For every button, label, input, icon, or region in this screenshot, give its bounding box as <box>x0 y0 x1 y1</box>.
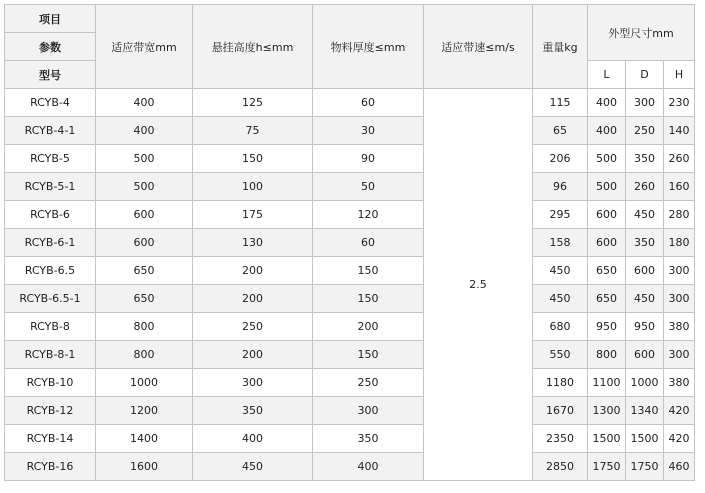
cell-dim-d: 1340 <box>626 397 664 425</box>
cell-model: RCYB-14 <box>5 425 96 453</box>
header-dim-d: D <box>626 61 664 89</box>
cell-thickness: 250 <box>313 369 424 397</box>
cell-model: RCYB-4 <box>5 89 96 117</box>
cell-thickness: 300 <box>313 397 424 425</box>
cell-hang-height: 300 <box>193 369 313 397</box>
cell-model: RCYB-6.5 <box>5 257 96 285</box>
cell-belt-width: 1400 <box>96 425 193 453</box>
cell-weight: 115 <box>533 89 588 117</box>
cell-thickness: 400 <box>313 453 424 481</box>
cell-weight: 2350 <box>533 425 588 453</box>
cell-dim-h: 300 <box>664 341 695 369</box>
table-row <box>5 89 695 117</box>
cell-belt-speed: 2.5 <box>424 89 533 481</box>
cell-belt-width: 600 <box>96 229 193 257</box>
cell-dim-h: 160 <box>664 173 695 201</box>
header-hang-height: 悬挂高度h≤mm <box>193 5 313 89</box>
table-row <box>5 453 695 481</box>
cell-hang-height: 350 <box>193 397 313 425</box>
cell-hang-height: 150 <box>193 145 313 173</box>
cell-model: RCYB-10 <box>5 369 96 397</box>
cell-dim-h: 300 <box>664 257 695 285</box>
cell-weight: 450 <box>533 285 588 313</box>
table-row <box>5 369 695 397</box>
table-row <box>5 257 695 285</box>
cell-weight: 2850 <box>533 453 588 481</box>
cell-dim-d: 260 <box>626 173 664 201</box>
cell-belt-width: 400 <box>96 89 193 117</box>
cell-belt-width: 800 <box>96 313 193 341</box>
cell-dim-l: 600 <box>588 229 626 257</box>
table-row <box>5 117 695 145</box>
table-row <box>5 425 695 453</box>
cell-dim-d: 350 <box>626 229 664 257</box>
table-row <box>5 313 695 341</box>
cell-dim-d: 450 <box>626 285 664 313</box>
cell-dim-h: 280 <box>664 201 695 229</box>
cell-belt-width: 800 <box>96 341 193 369</box>
cell-dim-l: 400 <box>588 117 626 145</box>
cell-dim-h: 260 <box>664 145 695 173</box>
header-model: 型号 <box>5 61 96 89</box>
cell-model: RCYB-5 <box>5 145 96 173</box>
cell-dim-h: 380 <box>664 369 695 397</box>
cell-dim-d: 1750 <box>626 453 664 481</box>
cell-model: RCYB-16 <box>5 453 96 481</box>
cell-model: RCYB-4-1 <box>5 117 96 145</box>
cell-dim-d: 300 <box>626 89 664 117</box>
cell-dim-d: 600 <box>626 257 664 285</box>
cell-hang-height: 250 <box>193 313 313 341</box>
table-row <box>5 397 695 425</box>
cell-dim-l: 800 <box>588 341 626 369</box>
header-belt-speed: 适应带速≤m/s <box>424 5 533 89</box>
cell-dim-d: 450 <box>626 201 664 229</box>
cell-dim-l: 650 <box>588 285 626 313</box>
cell-dim-l: 1300 <box>588 397 626 425</box>
cell-model: RCYB-8 <box>5 313 96 341</box>
cell-thickness: 200 <box>313 313 424 341</box>
cell-hang-height: 450 <box>193 453 313 481</box>
cell-hang-height: 125 <box>193 89 313 117</box>
header-params: 参数 <box>5 33 96 61</box>
cell-dim-l: 1500 <box>588 425 626 453</box>
cell-belt-width: 400 <box>96 117 193 145</box>
cell-dim-h: 300 <box>664 285 695 313</box>
header-dimensions: 外型尺寸mm <box>588 5 695 61</box>
cell-dim-d: 950 <box>626 313 664 341</box>
cell-hang-height: 130 <box>193 229 313 257</box>
cell-weight: 206 <box>533 145 588 173</box>
cell-dim-l: 1100 <box>588 369 626 397</box>
cell-dim-l: 400 <box>588 89 626 117</box>
cell-thickness: 350 <box>313 425 424 453</box>
cell-belt-width: 600 <box>96 201 193 229</box>
cell-hang-height: 175 <box>193 201 313 229</box>
cell-dim-h: 230 <box>664 89 695 117</box>
cell-dim-l: 950 <box>588 313 626 341</box>
cell-dim-h: 180 <box>664 229 695 257</box>
cell-thickness: 150 <box>313 341 424 369</box>
header-weight: 重量kg <box>533 5 588 89</box>
cell-dim-h: 140 <box>664 117 695 145</box>
cell-belt-width: 650 <box>96 257 193 285</box>
cell-thickness: 150 <box>313 285 424 313</box>
cell-hang-height: 100 <box>193 173 313 201</box>
cell-model: RCYB-6.5-1 <box>5 285 96 313</box>
cell-dim-d: 350 <box>626 145 664 173</box>
cell-belt-width: 1000 <box>96 369 193 397</box>
cell-model: RCYB-5-1 <box>5 173 96 201</box>
table-row <box>5 145 695 173</box>
cell-model: RCYB-6 <box>5 201 96 229</box>
cell-dim-h: 460 <box>664 453 695 481</box>
header-item: 项目 <box>5 5 96 33</box>
table-row <box>5 341 695 369</box>
header-dim-l: L <box>588 61 626 89</box>
cell-hang-height: 200 <box>193 285 313 313</box>
cell-dim-d: 250 <box>626 117 664 145</box>
cell-dim-l: 1750 <box>588 453 626 481</box>
cell-weight: 295 <box>533 201 588 229</box>
table-row <box>5 201 695 229</box>
cell-hang-height: 400 <box>193 425 313 453</box>
cell-dim-h: 420 <box>664 425 695 453</box>
cell-hang-height: 200 <box>193 341 313 369</box>
cell-hang-height: 75 <box>193 117 313 145</box>
table-row <box>5 285 695 313</box>
cell-thickness: 50 <box>313 173 424 201</box>
table-body <box>5 89 695 481</box>
header-dim-h: H <box>664 61 695 89</box>
cell-dim-h: 380 <box>664 313 695 341</box>
cell-weight: 550 <box>533 341 588 369</box>
cell-weight: 65 <box>533 117 588 145</box>
cell-dim-d: 1500 <box>626 425 664 453</box>
cell-weight: 1180 <box>533 369 588 397</box>
cell-model: RCYB-8-1 <box>5 341 96 369</box>
cell-belt-width: 1200 <box>96 397 193 425</box>
cell-hang-height: 200 <box>193 257 313 285</box>
cell-dim-l: 650 <box>588 257 626 285</box>
cell-weight: 1670 <box>533 397 588 425</box>
cell-dim-l: 500 <box>588 173 626 201</box>
cell-weight: 450 <box>533 257 588 285</box>
cell-thickness: 60 <box>313 229 424 257</box>
cell-dim-l: 600 <box>588 201 626 229</box>
cell-thickness: 120 <box>313 201 424 229</box>
cell-belt-width: 500 <box>96 145 193 173</box>
table-row <box>5 173 695 201</box>
cell-thickness: 150 <box>313 257 424 285</box>
table-row <box>5 229 695 257</box>
header-belt-width: 适应带宽mm <box>96 5 193 89</box>
header-thickness: 物料厚度≤mm <box>313 5 424 89</box>
cell-dim-d: 600 <box>626 341 664 369</box>
cell-belt-width: 1600 <box>96 453 193 481</box>
cell-weight: 96 <box>533 173 588 201</box>
cell-thickness: 30 <box>313 117 424 145</box>
spec-table <box>4 4 695 481</box>
cell-belt-width: 500 <box>96 173 193 201</box>
cell-thickness: 90 <box>313 145 424 173</box>
cell-model: RCYB-12 <box>5 397 96 425</box>
cell-dim-l: 500 <box>588 145 626 173</box>
cell-weight: 680 <box>533 313 588 341</box>
cell-model: RCYB-6-1 <box>5 229 96 257</box>
cell-dim-d: 1000 <box>626 369 664 397</box>
cell-thickness: 60 <box>313 89 424 117</box>
cell-weight: 158 <box>533 229 588 257</box>
cell-belt-width: 650 <box>96 285 193 313</box>
cell-dim-h: 420 <box>664 397 695 425</box>
